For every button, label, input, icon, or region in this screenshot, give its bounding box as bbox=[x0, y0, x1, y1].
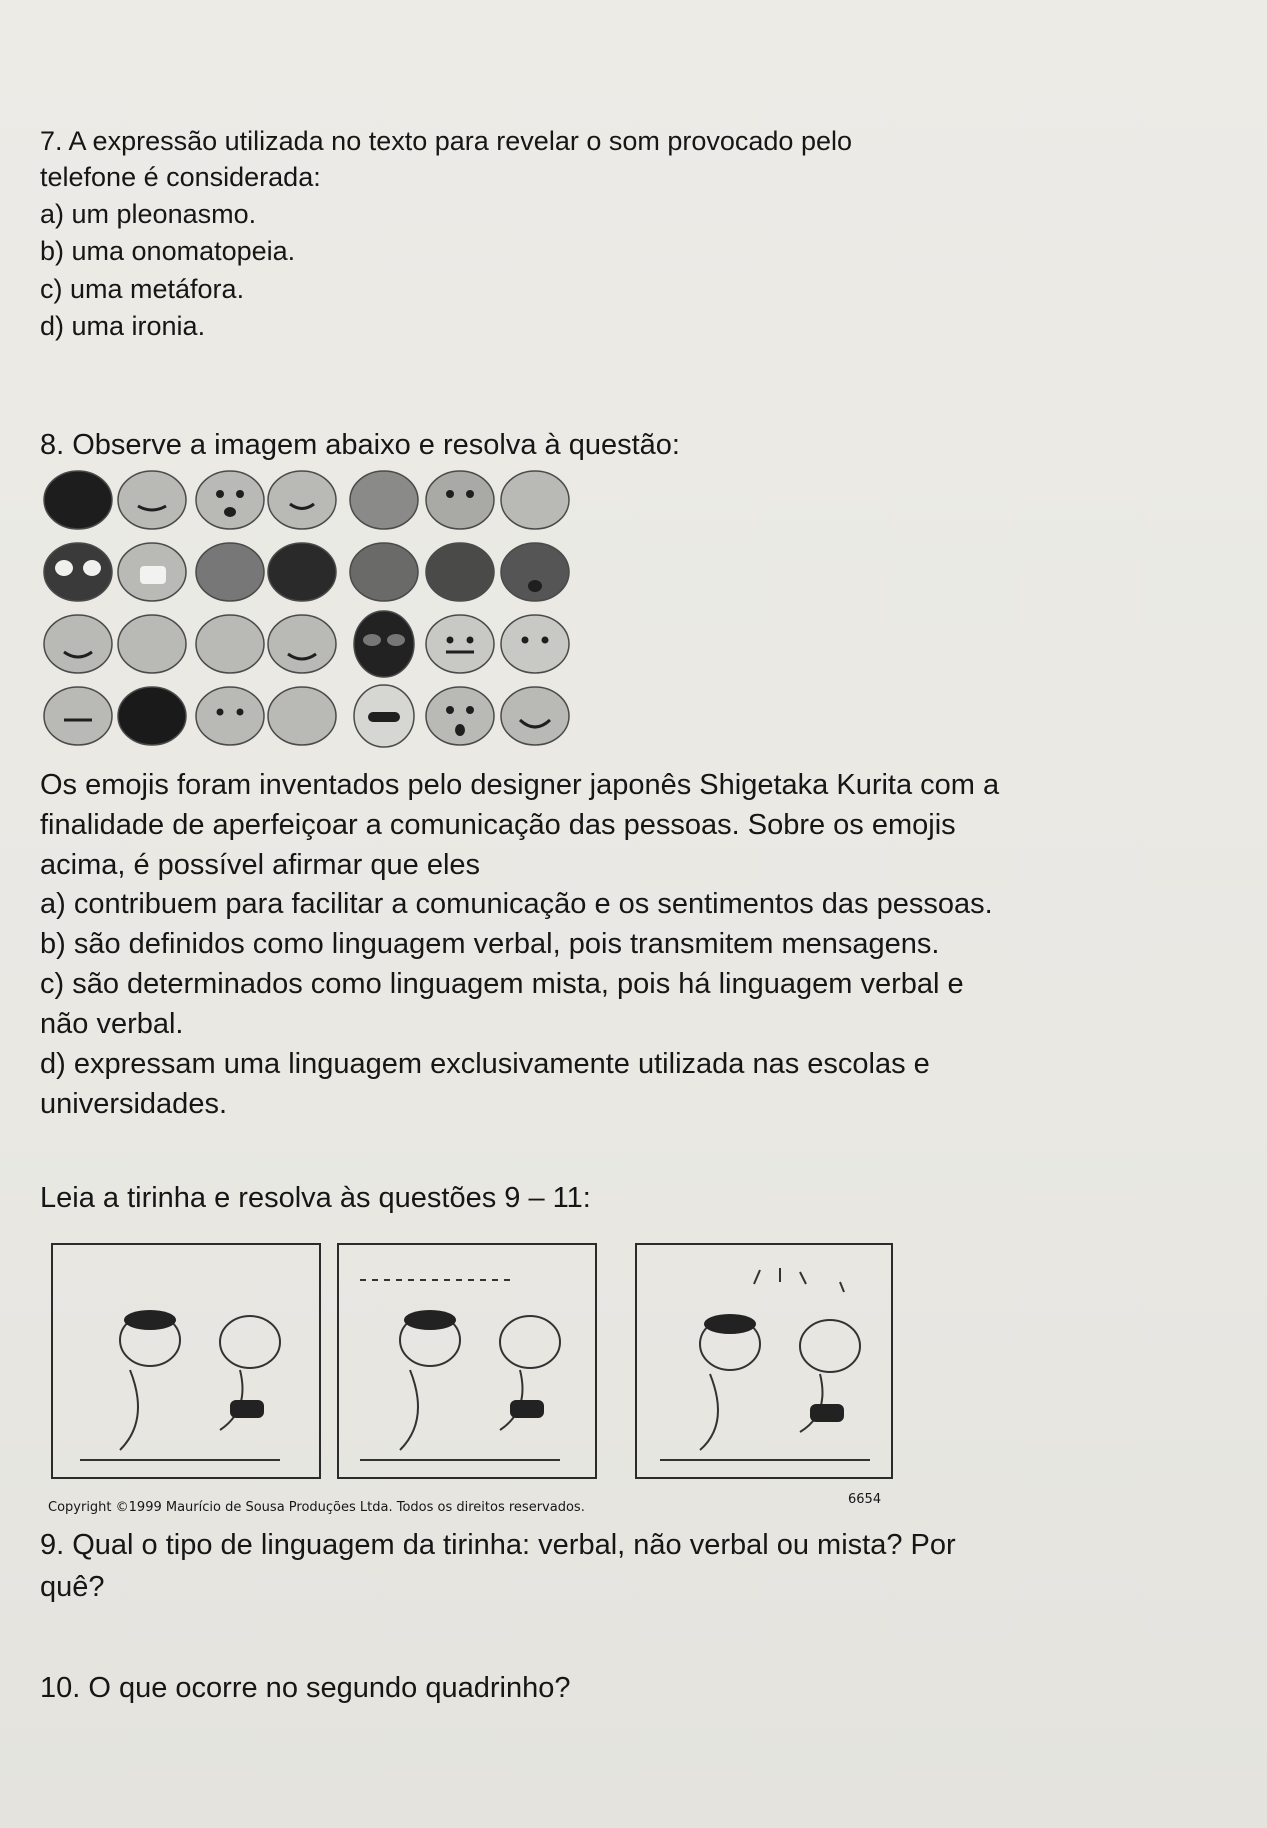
heart-eyes-face-icon bbox=[44, 543, 112, 601]
emoji-grid-svg bbox=[40, 468, 580, 758]
rolling-eyes-face-icon bbox=[196, 615, 264, 673]
q9-line1: 9. Qual o tipo de linguagem da tirinha: verbal, não verbal ou mista? Por bbox=[40, 1529, 956, 1561]
relieved-face-icon bbox=[268, 471, 336, 529]
neutral-face-icon bbox=[426, 615, 494, 673]
comic-copyright: Copyright ©1999 Maurício de Sousa Produções Ltda. Todos os direitos reservados. bbox=[48, 1500, 585, 1515]
q10-line1: 10. O que ocorre no segundo quadrinho? bbox=[40, 1672, 571, 1704]
q8-title: 8. Observe a imagem abaixo e resolva à questão: bbox=[40, 429, 680, 461]
sweat-face-icon bbox=[196, 543, 264, 601]
q8-option-d: d) expressam uma linguagem exclusivamente utilizada nas escolas e bbox=[40, 1048, 930, 1080]
dizzy-face-icon bbox=[350, 543, 418, 601]
laughing-face-icon bbox=[501, 687, 569, 745]
kiss-face-icon bbox=[118, 615, 186, 673]
q8-option-b: b) são definidos como linguagem verbal, pois transmitem mensagens. bbox=[40, 928, 940, 960]
ninja-face-icon bbox=[44, 471, 112, 529]
q7-option-b: b) uma onomatopeia. bbox=[40, 236, 296, 266]
shocked-face-icon bbox=[501, 543, 569, 601]
comic-strip-image bbox=[40, 1230, 900, 1520]
tired-face-icon bbox=[350, 471, 418, 529]
winking-face-icon bbox=[118, 471, 186, 529]
q7-option-c: c) uma metáfora. bbox=[40, 274, 245, 304]
angry-face-icon bbox=[426, 543, 494, 601]
comic-panel-1 bbox=[52, 1244, 320, 1478]
q9-line2: quê? bbox=[40, 1571, 105, 1603]
q8-text-line1: Os emojis foram inventados pelo designer japonês Shigetaka Kurita com a bbox=[40, 769, 1000, 801]
q8-option-d-cont: universidades. bbox=[40, 1088, 227, 1120]
q8-text-line3: acima, é possível afirmar que eles bbox=[40, 849, 481, 881]
q7-stem-line1: 7. A expressão utilizada no texto para revelar o som provocado pelo bbox=[40, 126, 852, 156]
sleeping-face-icon bbox=[44, 615, 112, 673]
kissing-face-icon bbox=[501, 615, 569, 673]
q7-option-a: a) um pleonasmo. bbox=[40, 199, 257, 229]
alien-icon bbox=[354, 611, 414, 677]
emoji-grid-image bbox=[40, 468, 580, 758]
q8-option-a: a) contribuem para facilitar a comunicação e os sentimentos das pessoas. bbox=[40, 888, 993, 920]
comic-intro: Leia a tirinha e resolva às questões 9 – 11: bbox=[40, 1182, 591, 1214]
q7-stem-line2: telefone é considerada: bbox=[40, 162, 321, 192]
surprised-face-icon bbox=[426, 687, 494, 745]
q8-text-line2: finalidade de aperfeiçoar a comunicação das pessoas. Sobre os emojis bbox=[40, 809, 956, 841]
tongue-face-icon bbox=[426, 471, 494, 529]
grin-face-icon bbox=[268, 615, 336, 673]
devil-face-icon bbox=[268, 543, 336, 601]
q8-option-c: c) são determinados como linguagem mista, pois há linguagem verbal e bbox=[40, 968, 964, 1000]
comic-strip-svg bbox=[40, 1230, 900, 1498]
worried-face-icon bbox=[196, 471, 264, 529]
q7-option-d: d) uma ironia. bbox=[40, 311, 206, 341]
blank-face-icon bbox=[196, 687, 264, 745]
grinning-teeth-face-icon bbox=[44, 687, 112, 745]
q8-option-c-cont: não verbal. bbox=[40, 1008, 184, 1040]
monster-face-icon bbox=[118, 687, 186, 745]
comic-strip-number: 6654 bbox=[848, 1492, 882, 1507]
grimace-face-icon bbox=[501, 471, 569, 529]
sleepy-face-icon bbox=[268, 687, 336, 745]
